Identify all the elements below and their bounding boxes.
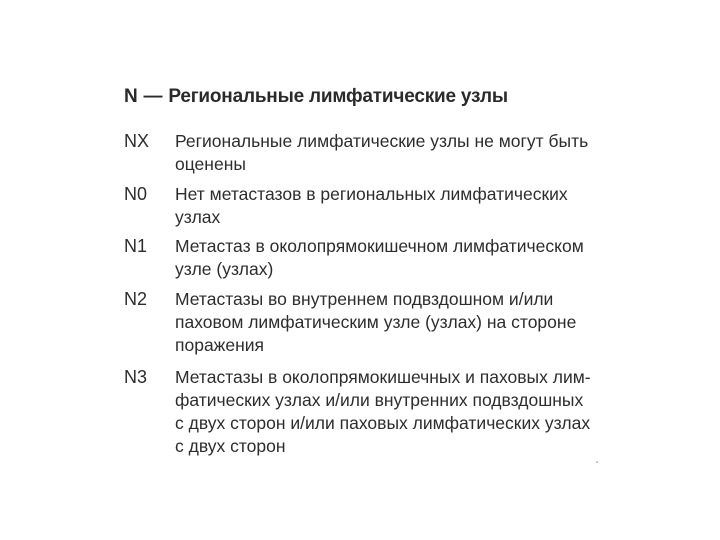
entry-code: NX (124, 131, 150, 151)
entry-line: фатических узлах и/или внутренних подвздошных (175, 390, 584, 410)
entry-description (175, 130, 635, 176)
entry-line: Регионaльные лимфатические узлы не могут быть (175, 131, 589, 151)
entry-description (175, 183, 635, 229)
entry-line: Метастазы в околопрямокишечных и паховых лим- (175, 367, 591, 387)
entry-code: N2 (124, 289, 148, 309)
entry-line: поражения (175, 335, 265, 355)
entry-line: узле (узлах) (175, 259, 274, 279)
heading-letter: N (124, 86, 138, 107)
entry-line: оценены (175, 154, 246, 174)
entry-description (175, 366, 635, 458)
heading-dash: — (143, 86, 163, 107)
entry-line: с двух сторон (175, 436, 286, 456)
heading-text: Регионaльные лимфатические узлы (168, 86, 508, 107)
entry-line: узлах (175, 207, 221, 227)
entry-line: Метастаз в околопрямокишечном лимфатическом (175, 236, 584, 256)
entry-line: Метастазы во внутреннем подвздошном и/или (175, 289, 554, 309)
entry-code: N0 (124, 184, 148, 204)
scan-speck (596, 461, 598, 463)
entry-code: N3 (124, 367, 148, 387)
section-heading (124, 86, 508, 108)
entry-line: с двух сторон и/или паховых лимфатических узлах (175, 413, 591, 433)
entry-line: паховом лимфатическим узле (узлах) на стороне (175, 312, 577, 332)
entry-description (175, 235, 635, 281)
entry-line: Нет метастазов в регионaльных лимфатических (175, 184, 568, 204)
entry-description (175, 288, 635, 357)
entry-code: N1 (124, 236, 148, 256)
